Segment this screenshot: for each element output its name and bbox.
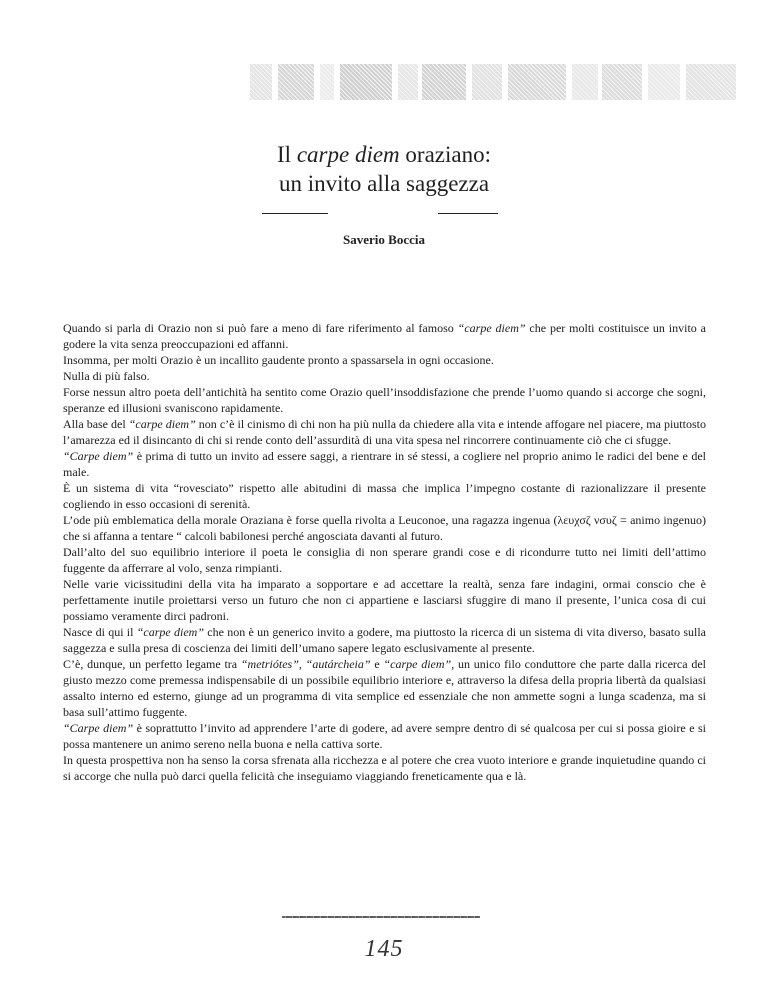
emphasized-phrase: “carpe diem”: [383, 657, 452, 671]
text-run: Insomma, per molti Orazio è un incallito gaudente pronto a spassarsela in ogni occasione.: [63, 353, 494, 367]
paragraph: [63, 752, 706, 784]
text-run: C’è, dunque, un perfetto legame tra: [63, 657, 241, 671]
text-run: Dall’alto del suo equilibrio interiore il poeta le consiglia di non sperare grandi cose e di ricondurre tutto nei limiti dell’attimo fuggente da afferrare al volo, senza rimpianti.: [63, 545, 706, 575]
emphasized-phrase: “metriótes”: [240, 657, 299, 671]
paragraph: [63, 384, 706, 416]
paragraph: [63, 512, 706, 544]
banner-block: [686, 64, 736, 100]
paragraph: [63, 352, 706, 368]
page-number: 145: [364, 936, 404, 962]
article-title: [0, 140, 768, 198]
text-run: è prima di tutto un invito ad essere saggi, a rientrare in sé stessi, a cogliere nel proprio animo le radici del bene e del male.: [63, 449, 706, 479]
paragraph: [63, 576, 706, 624]
title-rule-right: [438, 213, 498, 214]
article-body: [63, 320, 706, 784]
banner-block: [320, 64, 334, 100]
emphasized-phrase: “carpe diem”: [128, 417, 196, 431]
footer-rule: [282, 916, 480, 918]
banner-block: [602, 64, 642, 100]
paragraph: [63, 448, 706, 480]
banner-block: [398, 64, 418, 100]
text-run: È un sistema di vita “rovesciato” rispetto alle abitudini di massa che implica l’impegno costante di razionalizzare il presente cogliendo in esso occasioni di serenità.: [63, 481, 706, 511]
banner-block: [648, 64, 680, 100]
title-line-1: Il carpe diem oraziano:: [277, 142, 491, 167]
emphasized-phrase: “Carpe diem”: [63, 721, 134, 735]
text-run: che per molti costituisce un invito a godere la vita senza preoccupazioni ed affanni.: [63, 321, 707, 351]
text-run: Nelle varie vicissitudini della vita ha imparato a sopportare e ad accettare la realtà, senza fare indagini, ormai conscio che è perfettamente inutile proiettarsi verso un futuro che non ci appartiene e lasciarsi sfuggire di mano il presente, l’unica cosa di cui possiamo veramente dirci padroni.: [63, 577, 706, 623]
paragraph: [63, 656, 706, 720]
banner-block: [278, 64, 314, 100]
paragraph: [63, 320, 706, 352]
text-run: Alla base del: [63, 417, 129, 431]
text-run: Forse nessun altro poeta dell’antichità ha sentito come Orazio quell’insoddisfazione che prende l’uomo quando si accorge che sogni, speranze ed illusioni svaniscono rapidamente.: [63, 385, 706, 415]
banner-block: [340, 64, 392, 100]
text-run: che non è un generico invito a godere, ma piuttosto la ricerca di un sistema di vita diverso, basato sulla saggezza e sulla presa di coscienza dei limiti dell’umano sapere legato esclusivamente al presente.: [63, 625, 707, 655]
text-run: è soprattutto l’invito ad apprendere l’arte di godere, ad avere sempre dentro di sé qualcosa per cui si possa gioire e si possa mantenere un animo sereno nella buona e nella cattiva sorte.: [63, 721, 706, 751]
emphasized-phrase: “autárcheia”: [305, 657, 371, 671]
banner-block: [508, 64, 566, 100]
text-run: non c’è il cinismo di chi non ha più nulla da chiedere alla vita e intende affogare nel piacere, ma piuttosto l’amarezza ed il disincanto di chi si rende conto dell’assurdità di una vita spesa nel rincorrere continuamente ciò che ci sfugge.: [63, 417, 706, 447]
author-name: Saverio Boccia: [343, 232, 425, 247]
paragraph: [63, 624, 706, 656]
text-run: e: [370, 657, 384, 671]
paragraph: [63, 480, 706, 512]
paragraph: [63, 416, 706, 448]
banner-block: [572, 64, 598, 100]
emphasized-phrase: “Carpe diem”: [63, 449, 134, 463]
title-rule-left: [262, 213, 328, 214]
header-decorative-banner: [250, 58, 750, 106]
title-emphasis: carpe diem: [296, 142, 400, 167]
text-run: In questa prospettiva non ha senso la corsa sfrenata alla ricchezza e al potere che crea vuoto interiore e grande inquietudine quando ci si accorge che nulla può darci quella felicità che inseguiamo viaggiando freneticamente qua e là.: [63, 753, 706, 783]
banner-block: [250, 64, 272, 100]
banner-block: [472, 64, 502, 100]
text-run: Quando si parla di Orazio non si può fare a meno di fare riferimento al famoso: [63, 321, 458, 335]
emphasized-phrase: “carpe diem”: [136, 625, 205, 639]
text-run: ,: [298, 657, 306, 671]
paragraph: [63, 368, 706, 384]
text-run: , un unico filo conduttore che parte dalla ricerca del giusto mezzo come premessa indispensabile di un possibile equilibrio interiore e, attraverso la difesa della propria libertà da qualsiasi assalto interno ed esterno, giunge ad un programma di vita semplice ed essenziale che non ammette sogni a lunga scadenza, ma si basa sull’attimo fuggente.: [63, 657, 707, 719]
text-run: Nasce di qui il: [63, 625, 137, 639]
paragraph: [63, 720, 706, 752]
title-line-2: un invito alla saggezza: [278, 171, 490, 196]
banner-block: [422, 64, 466, 100]
paragraph: [63, 544, 706, 576]
text-run: Nulla di più falso.: [63, 369, 150, 383]
emphasized-phrase: “carpe diem”: [457, 321, 526, 335]
text-run: L’ode più emblematica della morale Oraziana è forse quella rivolta a Leuconoe, una ragazza ingenua (λευχσζ νσυζ = animo ingenuo) che si affanna a tentare “ calcoli babilonesi perché angosciata davanti al futuro.: [63, 513, 706, 543]
